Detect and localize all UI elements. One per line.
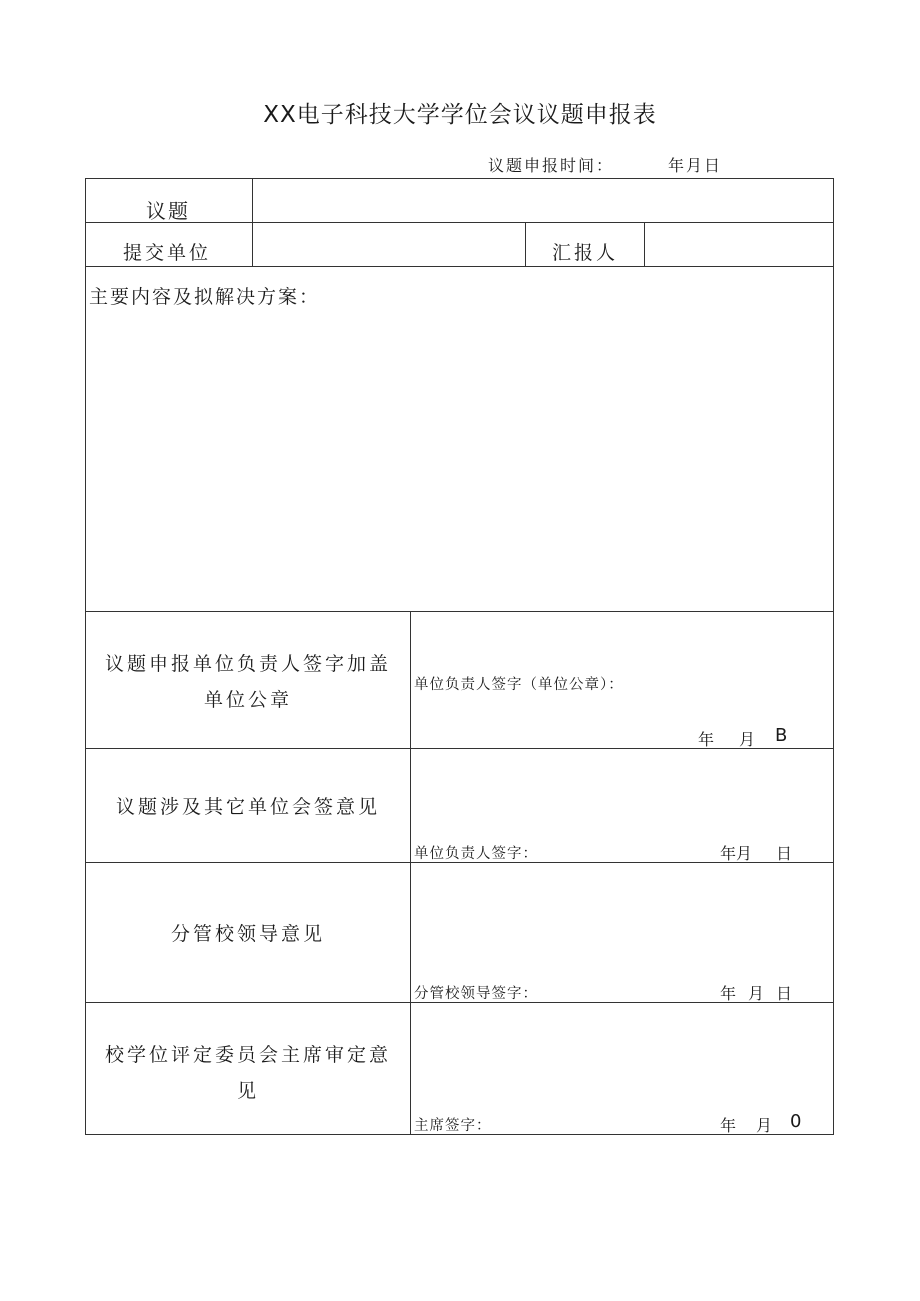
report-time-line bbox=[488, 153, 722, 176]
school-leader-sign-text: 分管校领导签字： bbox=[414, 986, 538, 1002]
column-divider bbox=[252, 179, 253, 266]
committee-chair-label-line1: 校学位评定委员会主席审定意 bbox=[104, 1044, 391, 1066]
unit-head-day: B bbox=[775, 725, 788, 746]
row-divider bbox=[86, 748, 833, 749]
unit-head-label-line1: 议题申报单位负责人签字加盖 bbox=[104, 653, 391, 675]
other-units-day: 日 bbox=[776, 844, 793, 863]
committee-chair-label-line2: 见 bbox=[236, 1080, 259, 1102]
reporter-field[interactable] bbox=[648, 225, 830, 263]
unit-head-sign-label bbox=[86, 646, 410, 718]
row-divider bbox=[86, 266, 833, 267]
unit-head-sign-text: 单位负责人签字（单位公章）： bbox=[414, 677, 624, 693]
unit-head-month: 月 bbox=[739, 730, 756, 749]
column-divider bbox=[525, 222, 526, 266]
main-content-label: 主要内容及拟解决方案： bbox=[89, 286, 321, 308]
other-units-sign-text: 单位负责人签字： bbox=[414, 846, 538, 862]
row-divider bbox=[86, 611, 833, 612]
school-leader-day: 日 bbox=[776, 984, 793, 1003]
application-form-table bbox=[85, 178, 834, 1135]
unit-head-year: 年 bbox=[698, 730, 715, 749]
committee-chair-opinion-label bbox=[86, 1037, 410, 1109]
committee-chair-month: 月 bbox=[756, 1116, 773, 1135]
row-divider bbox=[86, 222, 833, 223]
unit-head-label-line2: 单位公章 bbox=[203, 689, 292, 711]
form-title: XX电子科技大学学位会议议题申报表 bbox=[263, 102, 657, 128]
column-divider bbox=[644, 222, 645, 266]
reporter-label: 汇报人 bbox=[552, 242, 619, 264]
school-leader-year: 年 bbox=[720, 984, 737, 1003]
committee-chair-day: 0 bbox=[790, 1111, 802, 1132]
submitting-unit-label: 提交单位 bbox=[123, 242, 212, 264]
committee-chair-year: 年 bbox=[720, 1116, 737, 1135]
other-units-opinion-label: 议题涉及其它单位会签意见 bbox=[115, 796, 380, 818]
committee-chair-sign-text: 主席签字： bbox=[414, 1118, 492, 1134]
report-time-date: 年月日 bbox=[668, 156, 723, 175]
report-time-label: 议题申报时间： bbox=[488, 156, 615, 175]
topic-field[interactable] bbox=[256, 181, 829, 220]
column-divider bbox=[410, 611, 411, 1134]
school-leader-month: 月 bbox=[748, 984, 765, 1003]
school-leader-opinion-label: 分管校领导意见 bbox=[170, 923, 325, 945]
main-content-field[interactable] bbox=[89, 314, 829, 606]
other-units-year-month: 年月 bbox=[720, 844, 753, 863]
submitting-unit-field[interactable] bbox=[256, 225, 522, 263]
topic-label: 议题 bbox=[146, 199, 190, 223]
